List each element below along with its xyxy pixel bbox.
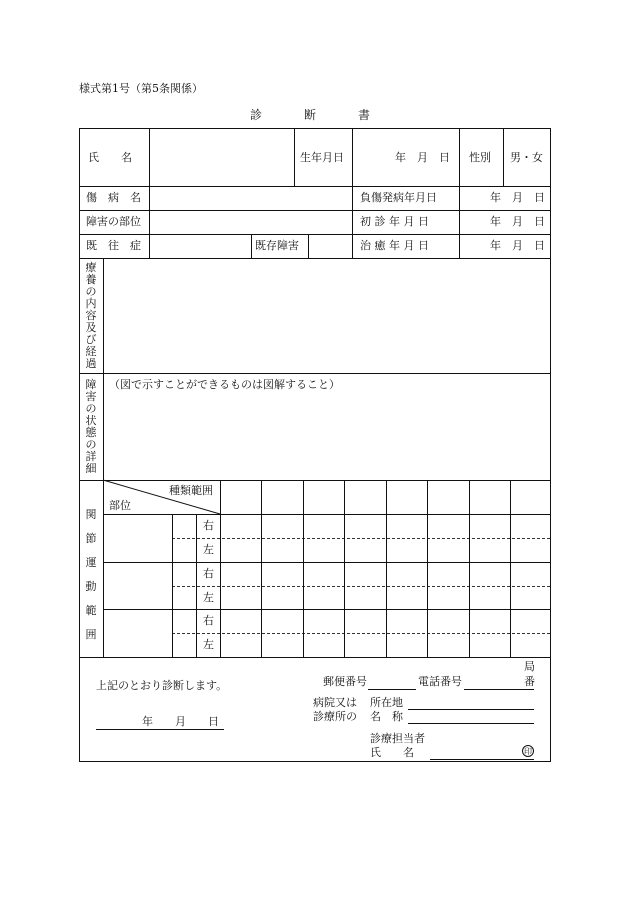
rom-side-label: 関節運動範囲	[85, 508, 97, 641]
rom-left-label: 左	[203, 591, 214, 604]
cure-date-value[interactable]: 年 月 日	[490, 239, 545, 252]
footer-kyoku: 局	[524, 660, 535, 673]
medical-history-label: 既 往 症	[86, 239, 141, 252]
onset-date-value[interactable]: 年 月 日	[490, 191, 545, 204]
birth-date-label: 生年月日	[300, 151, 344, 164]
doctor-name-label: 氏 名	[370, 746, 414, 759]
footer-ban: 番	[524, 675, 535, 688]
onset-date-label: 負傷発病年月日	[360, 191, 437, 204]
name-field[interactable]	[152, 131, 290, 183]
detail-label: 障害の状態の詳細	[85, 378, 97, 475]
treatment-field[interactable]	[107, 261, 547, 369]
disease-label: 傷 病 名	[86, 191, 141, 204]
rom-right-label: 右	[203, 567, 214, 580]
disability-site-field[interactable]	[152, 213, 348, 231]
existing-disability-label: 既存障害	[255, 239, 299, 252]
rom-left-label: 左	[203, 543, 214, 556]
medical-certificate-form	[79, 128, 551, 762]
footer-date[interactable]: 年 月 日	[142, 715, 219, 728]
hospital-name-label: 名 称	[370, 710, 403, 723]
postal-code-label: 郵便番号	[323, 675, 367, 688]
sex-label: 性別	[469, 151, 491, 164]
rom-left-label: 左	[203, 638, 214, 651]
footer-statement: 上記のとおり診断します。	[96, 679, 228, 692]
treatment-label: 療養の内容及び経過	[85, 261, 97, 370]
doctor-label: 診療担当者	[370, 732, 425, 745]
birth-date-value[interactable]: 年 月 日	[395, 151, 450, 164]
first-visit-label: 初 診 年 月 日	[360, 215, 429, 228]
rom-header-part: 部位	[109, 499, 131, 512]
address-label: 所在地	[370, 696, 403, 709]
cure-date-label: 治 癒 年 月 日	[360, 239, 429, 252]
rom-right-label: 右	[203, 614, 214, 627]
rom-right-label: 右	[203, 519, 214, 532]
document-title: 診 断 書	[250, 108, 377, 122]
first-visit-value[interactable]: 年 月 日	[490, 215, 545, 228]
rom-header-type: 種類範囲	[169, 484, 213, 497]
disease-field[interactable]	[152, 189, 348, 207]
detail-note: （図で示すことができるものは図解すること）	[109, 378, 340, 391]
sex-options[interactable]: 男・女	[510, 151, 543, 164]
form-number: 様式第1号（第5条関係）	[79, 82, 203, 95]
name-label: 氏 名	[88, 151, 132, 164]
hospital-label-2: 診療所の	[313, 710, 357, 723]
phone-label: 電話番号	[418, 675, 462, 688]
disability-site-label: 障害の部位	[86, 215, 141, 228]
hospital-label-1: 病院又は	[313, 696, 357, 709]
seal-icon: 印	[524, 747, 532, 756]
